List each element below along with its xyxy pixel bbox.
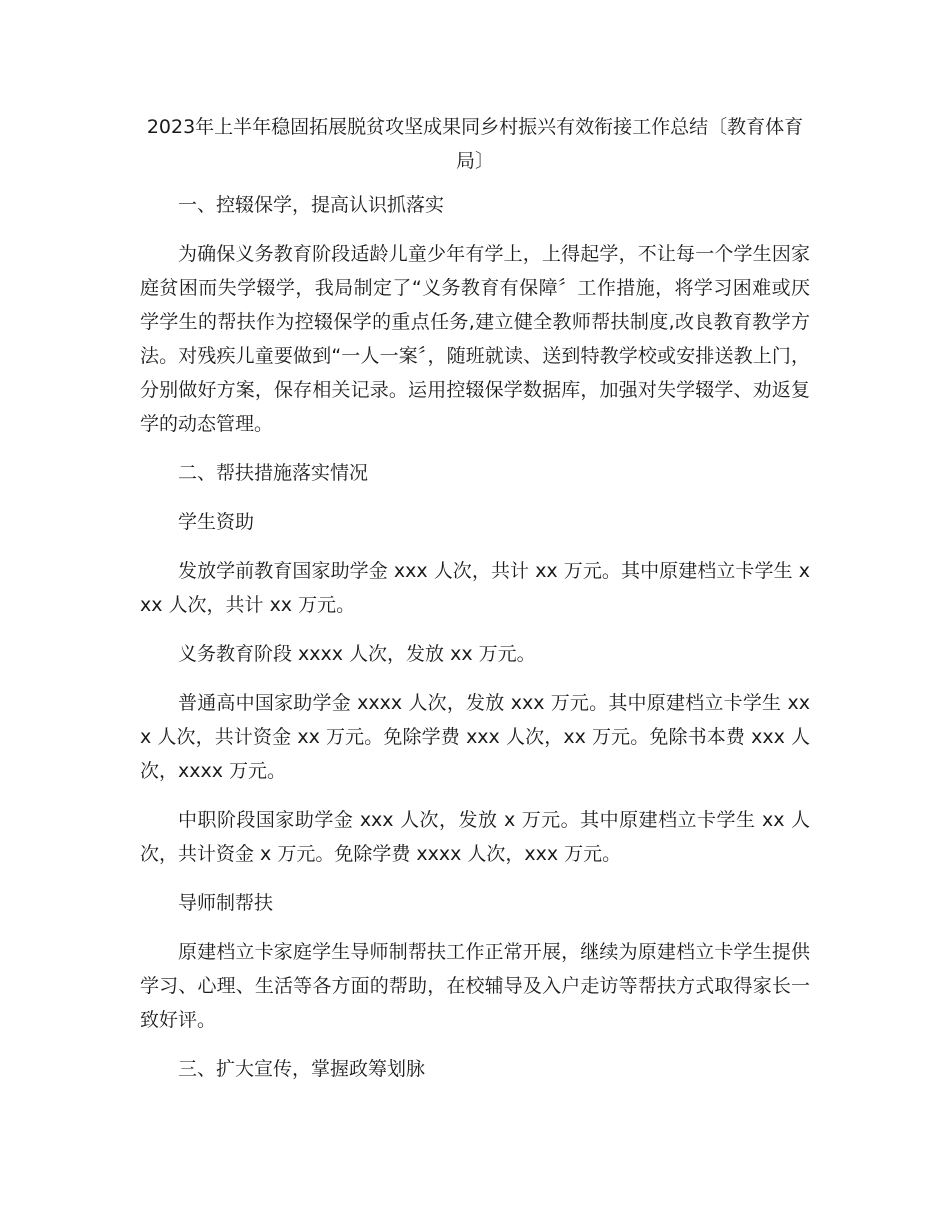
paragraph-mentor-support: 原建档立卡家庭学生导师制帮扶工作正常开展，继续为原建档立卡学生提供学习、心理、生活等各方面的帮助，在校辅导及入户走访等帮扶方式取得家长一致好评。 [140, 941, 810, 1031]
paragraph-dropout-control: 为确保义务教育阶段适龄儿童少年有学上，上得起学，不让每一个学生因家庭贫困而失学辍学，我局制定了“义务教育有保障〞工作措施，将学习困难或厌学学生的帮扶作为控辍保学的重点任务,建立健全教师帮扶制度,改良教育教学方法。对残疾儿童要做到“一人一案〞，随班就读、送到特教学校或安排送教上门，分别做好方案，保存相关记录。运用控辍保学数据库，加强对失学辍学、劝返复学的动态管理。 [140, 243, 810, 435]
document-title: 2023年上半年稳固拓展脱贫攻坚成果同乡村振兴有效衔接工作总结〔教育体育局〕 [146, 116, 804, 172]
paragraph-vocational-aid: 中职阶段国家助学金 xxx 人次，发放 x 万元。其中原建档立卡学生 xx 人次，共计资金 x 万元。免除学费 xxxx 人次，xxx 万元。 [140, 809, 810, 865]
paragraph-highschool-aid: 普通高中国家助学金 xxxx 人次，发放 xxx 万元。其中原建档立卡学生 xxx 人次，共计资金 xx 万元。免除学费 xxx 人次，xx 万元。免除书本费 xxx 人次，xxxx 万元。 [140, 692, 810, 782]
document-body [140, 110, 810, 1101]
section-heading-3: 三、扩大宣传，掌握政筹划脉 [178, 1058, 426, 1080]
subheading-mentor-support: 导师制帮扶 [178, 892, 274, 914]
section-heading-1: 一、控辍保学，提高认识抓落实 [178, 194, 445, 216]
subheading-student-aid: 学生资助 [178, 511, 255, 533]
section-heading-2: 二、帮扶措施落实情况 [178, 462, 369, 484]
paragraph-preschool-aid: 发放学前教育国家助学金 xxx 人次，共计 xx 万元。其中原建档立卡学生 xxx 人次，共计 xx 万元。 [140, 560, 810, 616]
paragraph-compulsory-aid: 义务教育阶段 xxxx 人次，发放 xx 万元。 [178, 643, 536, 665]
